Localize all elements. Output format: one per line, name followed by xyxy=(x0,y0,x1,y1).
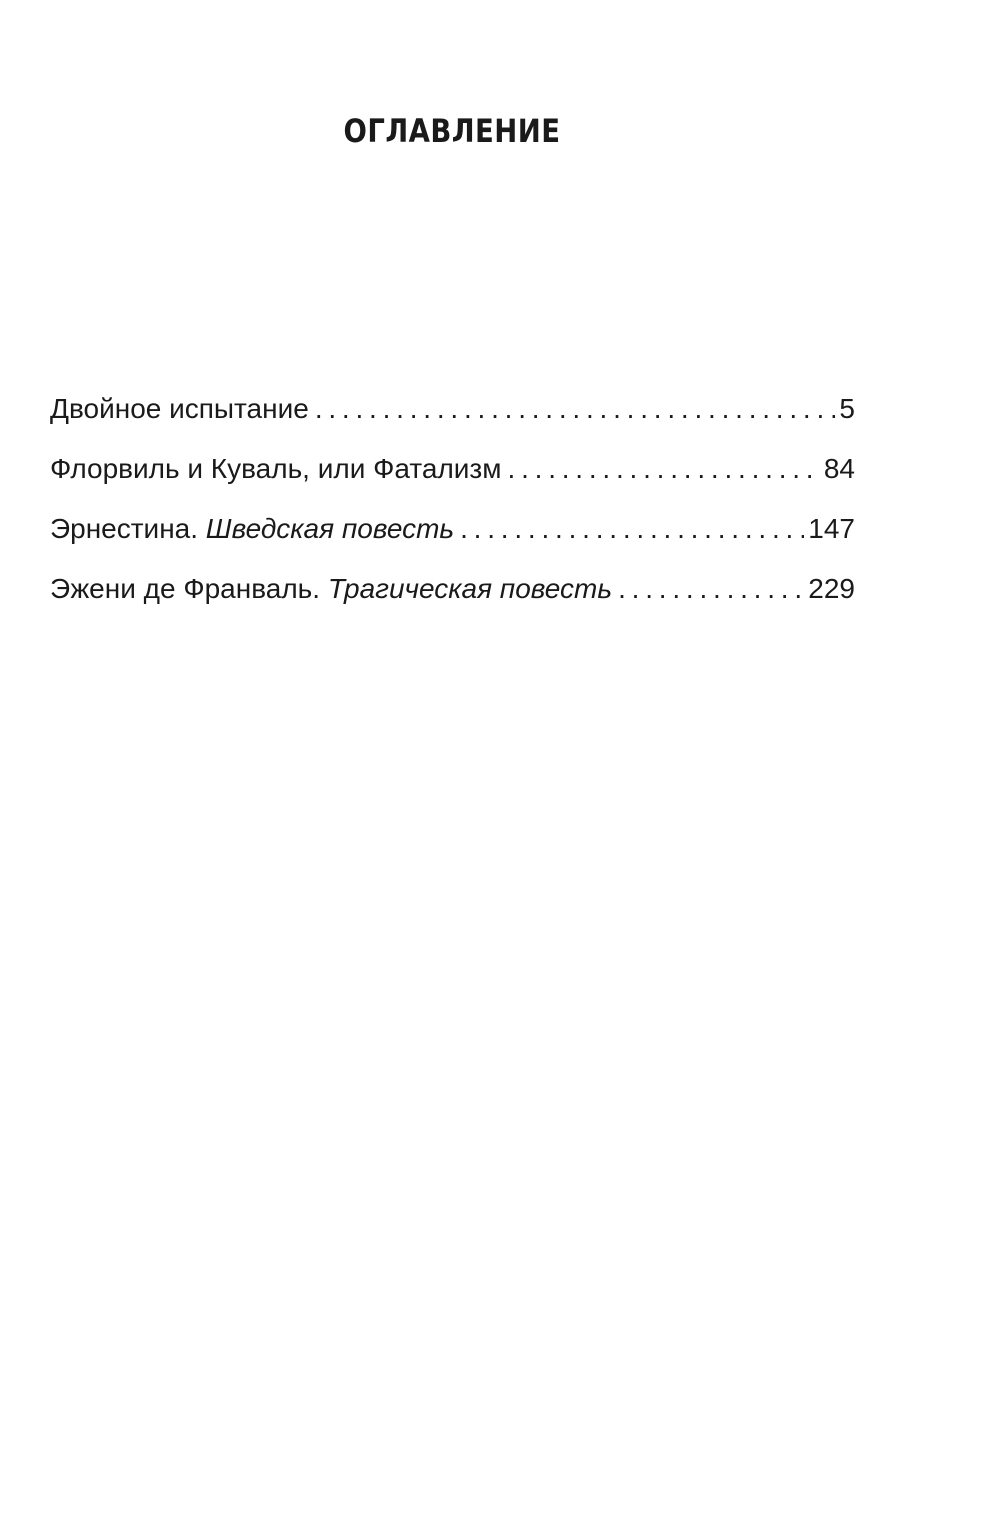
entry-subtitle: Трагическая повесть xyxy=(327,573,613,604)
toc-entry xyxy=(50,389,855,449)
page-title: ОГЛАВЛЕНИЕ xyxy=(343,112,561,150)
page-number: 5 xyxy=(839,393,855,424)
toc-entry xyxy=(50,449,855,509)
entry-title: Эрнестина. xyxy=(50,513,206,544)
entry-title: Эжени де Франваль. xyxy=(50,573,328,604)
page-number: 84 xyxy=(823,453,855,484)
page-number: 147 xyxy=(808,513,855,544)
entry-title: Двойное испытание xyxy=(50,393,309,424)
dot-leader xyxy=(315,389,836,429)
table-of-contents xyxy=(50,389,855,629)
toc-entry xyxy=(50,569,855,629)
page-number: 229 xyxy=(808,573,855,604)
dot-leader xyxy=(508,449,820,489)
entry-title: Флорвиль и Куваль, или Фатализм xyxy=(50,453,502,484)
dot-leader xyxy=(618,569,804,609)
dot-leader xyxy=(460,509,804,549)
entry-title-text xyxy=(50,509,454,549)
toc-entry xyxy=(50,509,855,569)
entry-title-text xyxy=(50,569,612,609)
entry-title-text xyxy=(50,389,309,429)
entry-subtitle: Шведская повесть xyxy=(205,513,455,544)
entry-title-text xyxy=(50,449,502,489)
